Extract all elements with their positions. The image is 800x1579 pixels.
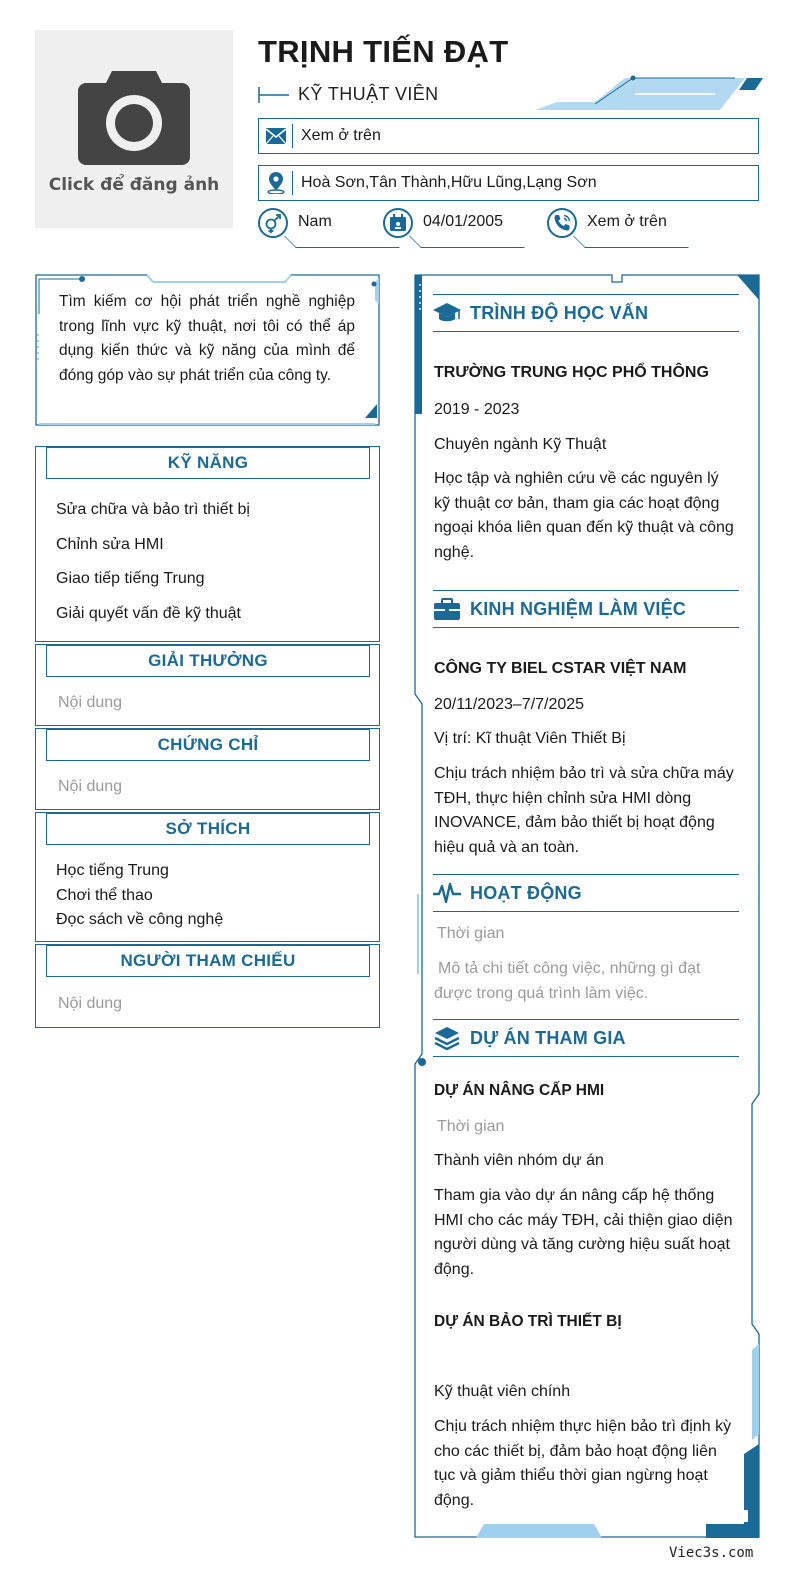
activities-header xyxy=(433,874,739,912)
phone-icon xyxy=(553,214,571,232)
education-period: 2019 - 2023 xyxy=(434,401,520,418)
project-description: Tham gia vào dự án nâng cấp hệ thống HMI cho các máy TĐH, cải thiện giao diện người dùng và tăng cường hiệu suất hoạt động. xyxy=(434,1187,733,1278)
hobby-item: Học tiếng Trung xyxy=(56,862,169,879)
activities-description: Mô tả chi tiết công việc, những gì đạt được trong quá trình làm việc. xyxy=(434,960,701,1002)
experience-position: Vị trí: Kĩ thuật Viên Thiết Bị xyxy=(434,730,626,747)
experience-header xyxy=(433,590,739,628)
graduation-cap-icon xyxy=(433,301,461,325)
gender-value: Nam xyxy=(298,213,332,230)
activities-title: HOẠT ĐỘNG xyxy=(470,882,582,903)
references-title: NGƯỜI THAM CHIẾU xyxy=(46,945,370,977)
envelope-icon xyxy=(266,128,286,144)
activities-time: Thời gian xyxy=(437,925,505,942)
address-field[interactable] xyxy=(258,165,759,201)
email-field[interactable] xyxy=(258,118,759,154)
hobby-item: Chơi thể thao xyxy=(56,887,153,904)
awards-content: Nội dung xyxy=(58,694,123,711)
hobbies-section xyxy=(35,812,380,942)
skills-section xyxy=(35,446,380,642)
avatar-upload-label: Click để đăng ảnh xyxy=(48,175,220,195)
header-decoration xyxy=(535,74,765,114)
job-title-line xyxy=(258,84,439,105)
skill-item: Sửa chữa và bảo trì thiết bị xyxy=(56,501,250,518)
experience-period: 20/11/2023–7/7/2025 xyxy=(434,696,585,713)
birthday-value: 04/01/2005 xyxy=(423,213,504,230)
experience-company: CÔNG TY BIEL CSTAR VIỆT NAM xyxy=(434,660,687,677)
awards-section xyxy=(35,644,380,726)
references-content: Nội dung xyxy=(58,995,123,1012)
skill-item: Giao tiếp tiếng Trung xyxy=(56,570,205,587)
phone-value: Xem ở trên xyxy=(587,213,667,230)
title-connector-icon xyxy=(258,85,290,105)
email-value: Xem ở trên xyxy=(301,127,381,144)
project-time: Thời gian xyxy=(437,1118,505,1135)
project-description: Chịu trách nhiệm thực hiện bảo trì định kỳ cho các thiết bị, đảm bảo hoạt động liên tục và giảm thiểu thời gian ngừng hoạt động. xyxy=(434,1418,732,1509)
skills-title: KỸ NĂNG xyxy=(46,447,370,479)
certificates-content: Nội dung xyxy=(58,778,123,795)
hobbies-title: SỞ THÍCH xyxy=(46,813,370,845)
layers-icon xyxy=(434,1026,460,1050)
education-header xyxy=(433,294,739,332)
skill-item: Giải quyết vấn đề kỹ thuật xyxy=(56,605,241,622)
references-section xyxy=(35,944,380,1028)
projects-title: DỰ ÁN THAM GIA xyxy=(470,1027,626,1048)
gender-info xyxy=(258,208,378,250)
projects-header xyxy=(433,1019,739,1057)
hobby-item: Đọc sách về công nghệ xyxy=(56,911,224,928)
objective-text: Tìm kiếm cơ hội phát triển nghề nghiệp trong lĩnh vực kỹ thuật, nơi tôi có thể áp dụng kiến thức và kỹ năng của mình để đóng góp vào sự phát triển của công ty. xyxy=(59,293,355,384)
experience-title: KINH NGHIỆM LÀM VIỆC xyxy=(470,598,687,619)
experience-description: Chịu trách nhiệm bảo trì và sửa chữa máy TĐH, thực hiện chỉnh sửa HMI dòng INOVANCE, đảm bảo thiết bị hoạt động hiệu quả và an toàn. xyxy=(434,765,734,856)
gender-icon xyxy=(263,213,283,233)
address-value: Hoà Sơn,Tân Thành,Hữu Lũng,Lạng Sơn xyxy=(301,174,597,191)
phone-info xyxy=(547,208,687,250)
camera-icon xyxy=(74,63,194,169)
location-pin-icon xyxy=(267,172,285,194)
awards-title: GIẢI THƯỞNG xyxy=(46,645,370,677)
career-objective xyxy=(35,274,380,426)
education-school: TRƯỜNG TRUNG HỌC PHỔ THÔNG xyxy=(434,364,709,381)
certificates-title: CHỨNG CHỈ xyxy=(46,729,370,761)
footer-watermark: Viec3s.com xyxy=(669,1545,754,1561)
project-name: DỰ ÁN BẢO TRÌ THIẾT BỊ xyxy=(434,1313,622,1330)
education-description: Học tập và nghiên cứu về các nguyên lý kỹ thuật cơ bản, tham gia các hoạt động ngoại khóa liên quan đến kỹ thuật và công nghệ. xyxy=(434,470,734,561)
avatar-upload[interactable] xyxy=(35,30,233,228)
pulse-icon xyxy=(433,882,461,904)
project-name: DỰ ÁN NÂNG CẤP HMI xyxy=(434,1082,605,1099)
job-title: KỸ THUẬT VIÊN xyxy=(298,84,439,104)
education-major: Chuyên ngành Kỹ Thuật xyxy=(434,436,607,453)
certificates-section xyxy=(35,728,380,810)
skill-item: Chỉnh sửa HMI xyxy=(56,536,164,553)
candidate-name: TRỊNH TIẾN ĐẠT xyxy=(258,34,509,69)
education-title: TRÌNH ĐỘ HỌC VẤN xyxy=(470,302,649,323)
calendar-icon xyxy=(389,214,407,232)
birthday-info xyxy=(383,208,523,250)
project-role: Thành viên nhóm dự án xyxy=(434,1152,604,1169)
briefcase-icon xyxy=(434,598,460,620)
project-role: Kỹ thuật viên chính xyxy=(434,1383,571,1400)
